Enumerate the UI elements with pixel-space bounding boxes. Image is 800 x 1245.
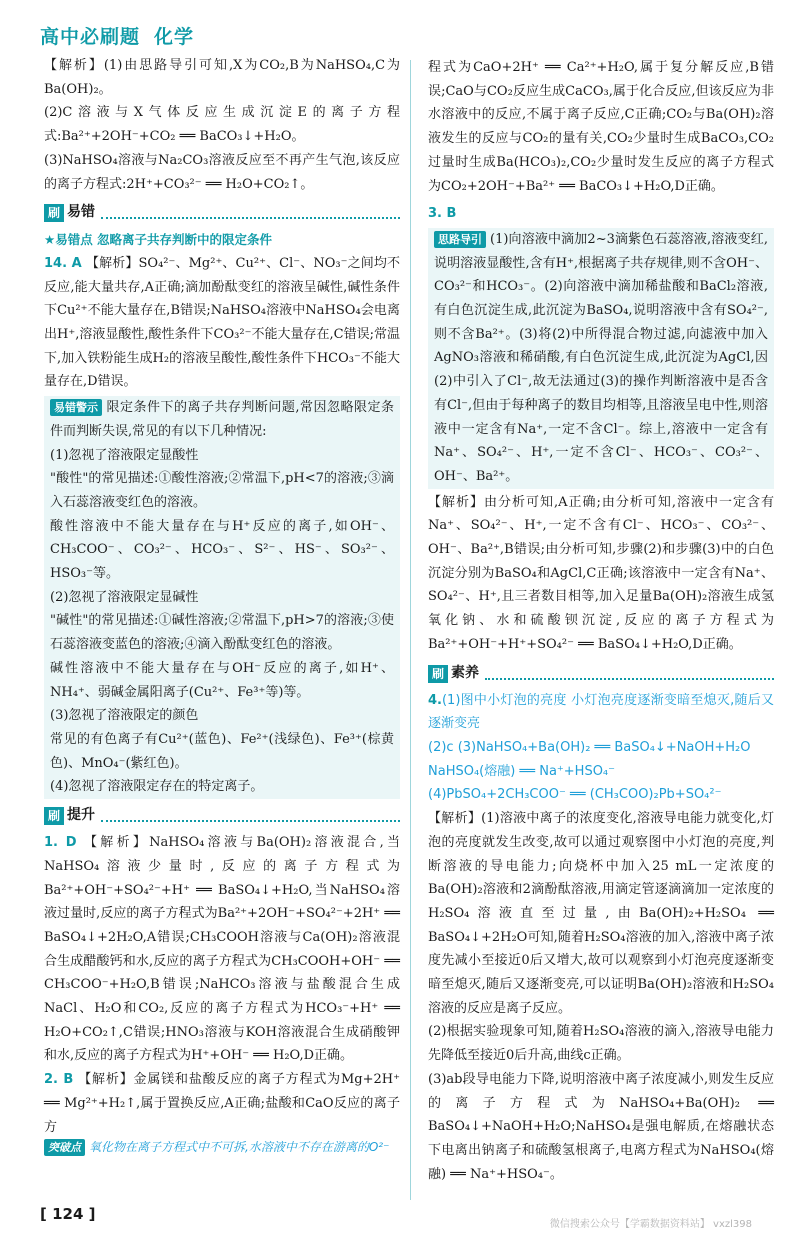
section-tag: 刷 <box>428 665 448 683</box>
analysis-paragraph: 【解析】(1)由思路导引可知,X为CO₂,B为NaHSO₄,C为Ba(OH)₂。 <box>44 58 400 97</box>
section-name: 提升 <box>67 807 96 824</box>
warning-tag: 易错警示 <box>50 399 102 416</box>
analysis-paragraph: (3)NaHSO₄溶液与Na₂CO₃溶液反应至不再产生气泡,该反应的离子方程式:2H⁺+CO₃²⁻ ══ H₂O+CO₂↑。 <box>44 152 400 192</box>
question-explanation: 【解析】NaHSO₄溶液与Ba(OH)₂溶液混合,当NaHSO₄溶液少量时,反应的离子方程式为Ba²⁺+OH⁻+SO₄²⁻+H⁺ ══ BaSO₄↓+H₂O,当NaHSO₄溶液过量时,反应的离子方程式为Ba²⁺+2OH⁻+SO₄²⁻+2H⁺ ══ BaSO₄↓+2H₂O,A错误;CH₃COOH溶液与Ca(OH)₂溶液混合生成醋酸钙和水,反应的离子方程式为CH₃COOH+OH⁻ ══ CH₃COO⁻+H₂O,B错误;NaHCO₃溶液与盐酸混合生成NaCl、H₂O和CO₂,反应的离子方程式为HCO₃⁻+H⁺ ══ H₂O+CO₂↑,C错误;HNO₃溶液与KOH溶液混合生成硝酸钾和水,反应的离子方程式为H⁺+OH⁻ ══ H₂O,D正确。 <box>44 835 400 1064</box>
answer-line: NaHSO₄(熔融) ══ Na⁺+HSO₄⁻ <box>428 763 616 779</box>
warning-text: 常见的有色离子有Cu²⁺(蓝色)、Fe²⁺(浅绿色)、Fe³⁺(棕黄色)、MnO₄⁻(紫红色)。 <box>50 731 394 771</box>
question-2 <box>44 1068 400 1139</box>
right-column <box>428 56 774 1186</box>
question-1 <box>44 831 400 1068</box>
section-name: 素养 <box>451 664 480 681</box>
warning-text: 酸性溶液中不能大量存在与H⁺反应的离子,如OH⁻、CH₃COO⁻、CO₃²⁻、HCO₃⁻、S²⁻、HS⁻、SO₃²⁻、HSO₃⁻等。 <box>50 518 394 582</box>
question-3-number <box>428 202 774 226</box>
section-header-suyang <box>428 663 774 685</box>
handwritten-note <box>44 1139 400 1156</box>
question-number: 2. B <box>44 1072 74 1088</box>
section-header-yicuo <box>44 202 400 224</box>
answer-line: (4)PbSO₄+2CH₃COO⁻ ══ (CH₃COO)₂Pb+SO₄²⁻ <box>428 787 722 803</box>
warning-text: 限定条件下的离子共存判断问题,常因忽略限定条件而判断失误,常见的有以下几种情况: <box>50 400 394 439</box>
answer-line: (1)图中小灯泡的亮度 小灯泡亮度逐渐变暗至熄灭,随后又逐渐变亮 <box>428 692 774 732</box>
book-title: 高中必刷题 <box>40 26 141 48</box>
section-tag: 刷 <box>44 204 64 222</box>
thinking-guide-box <box>428 228 774 489</box>
analysis-paragraph: (2)C溶液与X气体反应生成沉淀E的离子方程式:Ba²⁺+2OH⁻+CO₂ ══ BaCO₃↓+H₂O。 <box>44 105 400 145</box>
question-4-explanation: 【解析】(1)溶液中离子的浓度变化,溶液导电能力就变化,灯泡的亮度就发生改变,故可以通过观察图中小灯泡的亮度,判断溶液的导电能力;向烧杯中加入25 mL一定浓度的Ba(OH)₂溶液和2滴酚酞溶液,用滴定管逐滴滴加一定浓度的H₂SO₄溶液直至过量,由Ba(OH)₂+H₂SO₄ ══ BaSO₄↓+2H₂O可知,随着H₂SO₄溶液的加入,溶液中离子浓度先减小至接近0后又增大,故可以观察到小灯泡亮度逐渐变暗至熄灭,随后又逐渐变亮,可以证明Ba(OH)₂溶液和H₂SO₄溶液的反应是离子反应。 <box>428 811 774 1016</box>
section-tag: 刷 <box>44 807 64 825</box>
warning-text: (4)忽视了溶液限定存在的特定离子。 <box>50 779 264 795</box>
question-4-explanation: (2)根据实验现象可知,随着H₂SO₄溶液的滴入,溶液导电能力先降低至接近0后升高,曲线c正确。 <box>428 1024 774 1064</box>
warning-text: "酸性"的常见描述:①酸性溶液;②常温下,pH<7的溶液;③滴入石蕊溶液变红色的溶液。 <box>50 471 394 510</box>
question-number: 14. A <box>44 255 82 271</box>
section-dotted-rule <box>101 810 400 822</box>
page-number: [ 124 ] <box>40 1205 96 1223</box>
analysis-continuation: 程式为CaO+2H⁺ ══ Ca²⁺+H₂O,属于复分解反应,B错误;CaO与CO₂反应生成CaCO₃,属于化合反应,但该反应为非水溶液中的反应,不属于离子反应,C正确;CO₂与Ba(OH)₂溶液发生的反应与CO₂的量有关,CO₂少量时生成BaCO₃,CO₂过量时生成Ba(HCO₃)₂,CO₂少量时发生反应的离子方程式为CO₂+2OH⁻+Ba²⁺ ══ BaCO₃↓+H₂O,D正确。 <box>428 60 774 194</box>
left-column <box>44 54 400 1156</box>
watermark: 微信搜索公众号【学霸数据资料站】 vxzl398 <box>549 1219 752 1230</box>
question-14 <box>44 252 400 394</box>
guide-tag: 思路导引 <box>434 231 486 248</box>
subject-title: 化学 <box>154 26 195 48</box>
warning-text: (2)忽视了溶液限定显碱性 <box>50 589 199 605</box>
note-text: 氧化物在离子方程式中不可拆,水溶液中不存在游离的O²⁻ <box>89 1140 390 1155</box>
section-dotted-rule <box>485 668 774 680</box>
breakthrough-tag: 突破点 <box>44 1139 85 1156</box>
question-explanation: 【解析】SO₄²⁻、Mg²⁺、Cu²⁺、Cl⁻、NO₃⁻之间均不反应,能大量共存,A正确;滴加酚酞变红的溶液呈碱性,碱性条件下Cu²⁺不能大量存在,B错误;NaHSO₄溶液中NaHSO₄会电离出H⁺,溶液显酸性,酸性条件下CO₃²⁻不能大量存在,C错误;常温下,加入铁粉能生成H₂的溶液呈酸性,酸性条件下HCO₃⁻不能大量存在,D错误。 <box>44 255 400 390</box>
error-point: ★易错点 忽略离子共存判断中的限定条件 <box>44 232 273 248</box>
guide-text: (1)向溶液中滴加2~3滴紫色石蕊溶液,溶液变红,说明溶液显酸性,含有H⁺,根据离子共存规律,则不含OH⁻、CO₃²⁻和HCO₃⁻。(2)向溶液中滴加稀盐酸和BaCl₂溶液,有白色沉淀生成,此沉淀为BaSO₄,说明溶液中含有SO₄²⁻,则不含Ba²⁺。(3)将(2)中所得混合物过滤,向滤液中加入AgNO₃溶液和稀硝酸,有白色沉淀生成,此沉淀为AgCl,因(2)中引入了Cl⁻,故无法通过(3)的操作判断溶液中是否含有Cl⁻,但由于每种离子的数目均相等,且溶液呈电中性,则溶液中一定含有Na⁺,一定不含Cl⁻。综上,溶液中一定含有Na⁺、SO₄²⁻、H⁺,一定不含Cl⁻、HCO₃⁻、CO₃²⁻、OH⁻、Ba²⁺。 <box>434 231 768 484</box>
error-warning-box <box>44 396 400 799</box>
warning-text: (1)忽视了溶液限定显酸性 <box>50 447 199 463</box>
column-divider <box>410 60 411 1200</box>
section-header-tisheng <box>44 805 400 827</box>
question-number: 1. D <box>44 835 77 851</box>
question-explanation: 【解析】金属镁和盐酸反应的离子方程式为Mg+2H⁺ ══ Mg²⁺+H₂↑,属于置换反应,A正确;盐酸和CaO反应的离子方 <box>44 1072 400 1135</box>
question-4-answer <box>428 689 774 736</box>
question-number: 4. <box>428 692 442 708</box>
book-header <box>40 22 194 49</box>
question-number: 3. B <box>428 206 457 222</box>
warning-text: 碱性溶液中不能大量存在与OH⁻反应的离子,如H⁺、NH₄⁺、弱碱金属阳离子(Cu²⁺、Fe³⁺等)等。 <box>50 660 394 700</box>
answer-line: (2)c (3)NaHSO₄+Ba(OH)₂ ══ BaSO₄↓+NaOH+H₂O <box>428 739 751 755</box>
warning-text: (3)忽视了溶液限定的颜色 <box>50 708 199 724</box>
question-4-explanation: (3)ab段导电能力下降,说明溶液中离子浓度减小,则发生反应的离子方程式为NaHSO₄+Ba(OH)₂ ══ BaSO₄↓+NaOH+H₂O;NaHSO₄是强电解质,在熔融状态下电离出钠离子和硫酸氢根离子,电离方程式为NaHSO₄(熔融) ══ Na⁺+HSO₄⁻。 <box>428 1071 774 1182</box>
question-3-explanation: 【解析】由分析可知,A正确;由分析可知,溶液中一定含有Na⁺、SO₄²⁻、H⁺,一定不含有Cl⁻、HCO₃⁻、CO₃²⁻、OH⁻、Ba²⁺,B错误;由分析可知,步骤(2)和步骤(3)中的白色沉淀分别为BaSO₄和AgCl,C正确;该溶液中一定含有Na⁺、SO₄²⁻、H⁺,且三者数目相等,加入足量Ba(OH)₂溶液生成氢氧化钠、水和硫酸钡沉淀,反应的离子方程式为Ba²⁺+OH⁻+H⁺+SO₄²⁻ ══ BaSO₄↓+H₂O,D正确。 <box>428 494 774 652</box>
section-dotted-rule <box>101 207 400 219</box>
section-name: 易错 <box>67 204 96 221</box>
warning-text: "碱性"的常见描述:①碱性溶液;②常温下,pH>7的溶液;③使石蕊溶液变蓝色的溶液;④滴入酚酞变红色的溶液。 <box>50 613 394 653</box>
